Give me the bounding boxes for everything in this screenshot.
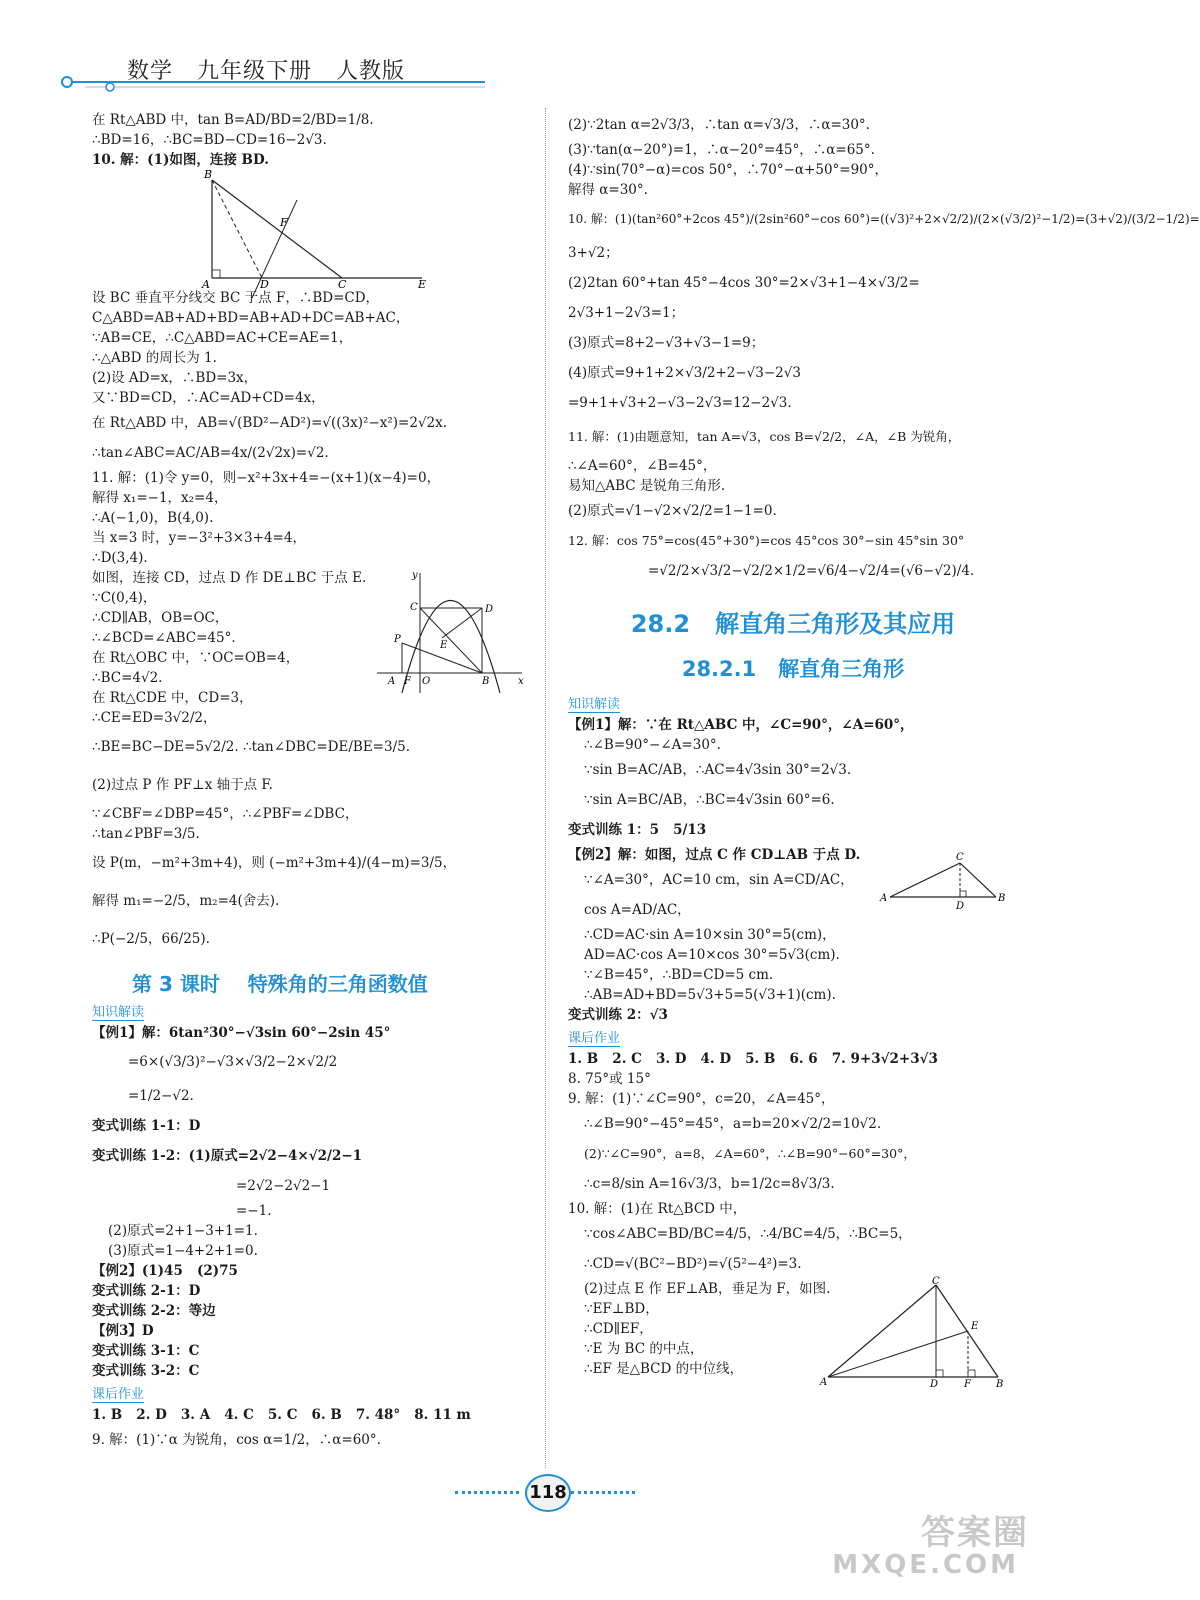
text-line: ∵∠CBF=∠DBP=45°，∴∠PBF=∠DBC，	[92, 806, 359, 822]
fig2-label: B	[482, 676, 490, 687]
text-line: (4)原式=9+1+2×√3/2+2−√3−2√3	[568, 365, 801, 381]
watermark-logo: 答案圈	[921, 1513, 1029, 1553]
triangle-figure-4	[818, 1276, 1008, 1390]
text-line: 解得 α=30°.	[568, 182, 648, 198]
section-tag: 课后作业	[92, 1383, 144, 1403]
text-line: 变式训练 3-2：C	[92, 1363, 200, 1379]
figure-1-space	[92, 168, 532, 291]
column-divider	[545, 108, 546, 1468]
text-line: ∴D(3,4).	[92, 550, 148, 566]
fig4-label: B	[996, 1379, 1004, 1390]
text-line: ∴CD=√(BC²−BD²)=√(5²−4²)=3.	[584, 1256, 802, 1272]
text-line: ∵sin A=BC/AB，∴BC=4√3sin 60°=6.	[584, 792, 835, 808]
text-line: 在 Rt△ABD 中，tan B=AD/BD=2/BD=1/8.	[92, 112, 374, 128]
text-line: (3)原式=1−4+2+1=0.	[108, 1243, 258, 1259]
fig2-label: A	[388, 676, 396, 687]
text-line: ∴∠B=90°−45°=45°，a=b=20×√2/2=10√2.	[584, 1116, 882, 1132]
text-line: ∴P(−2/5，66/25).	[92, 931, 210, 947]
page-header	[55, 50, 495, 100]
text-line: =√2/2×√3/2−√2/2×1/2=√6/4−√2/4=(√6−√2)/4.	[648, 563, 975, 579]
text-line: 解得 x₁=−1，x₂=4，	[92, 490, 228, 506]
text-line: 11. 解：(1)由题意知，tan A=√3，cos B=√2/2，∠A，∠B 为锐角，	[568, 429, 961, 444]
text-line: ∴BD=16，∴BC=BD−CD=16−2√3.	[92, 132, 327, 148]
text-line: (2)∵∠C=90°，a=8，∠A=60°，∴∠B=90°−60°=30°，	[584, 1146, 916, 1161]
text-line: ∵∠B=45°，∴BD=CD=5 cm.	[584, 967, 774, 983]
text-line: 1. B 2. D 3. A 4. C 5. C 6. B 7. 48° 8. 11 m	[92, 1407, 471, 1423]
lesson-title: 第 3 课时 特殊角的三角函数值	[132, 972, 428, 996]
text-line: (4)∵sin(70°−α)=cos 50°，∴70°−α+50°=90°，	[568, 162, 889, 178]
example-2-block	[568, 845, 1018, 925]
text-line: ∴A(−1,0)，B(4,0).	[92, 510, 214, 526]
text-line: 设 BC 垂直平分线交 BC 于点 F，∴BD=CD，	[92, 290, 380, 306]
text-line: ∴tan∠ABC=AC/AB=4x/(2√2x)=√2.	[92, 445, 329, 461]
text-line: (2)2tan 60°+tan 45°−4cos 30°=2×√3+1−4×√3/2=	[568, 275, 920, 291]
text-line: ∴∠BCD=∠ABC=45°.	[92, 630, 236, 646]
text-line: AD=AC·cos A=10×cos 30°=5√3(cm).	[584, 947, 840, 963]
text-line: ∵EF⊥BD，	[584, 1301, 659, 1317]
text-line: 【例1】解：∵在 Rt△ABC 中，∠C=90°，∠A=60°，	[568, 717, 914, 733]
text-line: ∴BE=BC−DE=5√2/2. ∴tan∠DBC=DE/BE=3/5.	[92, 739, 411, 755]
fig1-label: F	[280, 216, 288, 229]
text-line: =−1.	[236, 1203, 272, 1219]
text-line: 9. 解：(1)∵α 为锐角，cos α=1/2，∴α=60°.	[92, 1432, 381, 1448]
page-number-dots	[571, 1491, 635, 1494]
page-number-area	[455, 1474, 635, 1514]
text-line: ∴CE=ED=3√2/2，	[92, 710, 217, 726]
text-line: (2)原式=2+1−3+1=1.	[108, 1223, 258, 1239]
text-line: 11. 解：(1)令 y=0，则−x²+3x+4=−(x+1)(x−4)=0，	[92, 470, 441, 486]
text-line: 如图，连接 CD，过点 D 作 DE⊥BC 于点 E.	[92, 570, 367, 586]
section-tag: 课后作业	[568, 1027, 620, 1047]
subsection-title: 28.2.1 解直角三角形	[681, 657, 905, 681]
text-line: 变式训练 2：√3	[568, 1007, 668, 1023]
fig1-label: E	[418, 278, 427, 291]
text-line: ∴EF 是△BCD 的中位线，	[584, 1361, 744, 1377]
text-line: ∵AB=CE，∴C△ABD=AC+CE=AE=1，	[92, 330, 353, 346]
text-line: ∴△ABD 的周长为 1.	[92, 350, 217, 366]
text-line: 在 Rt△OBC 中，∵OC=OB=4，	[92, 650, 300, 666]
fig3-label: B	[998, 893, 1006, 904]
text-line: 【例1】解：6tan²30°−√3sin 60°−2sin 45°	[92, 1025, 391, 1041]
text-line: 1. B 2. C 3. D 4. D 5. B 6. 6 7. 9+3√2+3√3	[568, 1051, 938, 1067]
text-line: ∵E 为 BC 的中点，	[584, 1341, 704, 1357]
left-column	[92, 110, 532, 1455]
text-line: ∴c=8/sin A=16√3/3，b=1/2c=8√3/3.	[584, 1176, 835, 1192]
text-line: 变式训练 1-2：(1)原式=2√2−4×√2/2−1	[92, 1148, 363, 1164]
text-line: 2√3+1−2√3=1；	[568, 305, 685, 321]
text-line: 【例3】D	[92, 1323, 154, 1339]
text-line: 10. 解：(1)如图，连接 BD.	[92, 152, 269, 168]
parabola-figure	[372, 568, 532, 698]
text-line: ∴∠A=60°，∠B=45°，	[568, 458, 717, 474]
section-tag: 知识解读	[92, 1001, 144, 1021]
page-number: 118	[525, 1474, 571, 1512]
text-line: 又∵BD=CD，∴AC=AD+CD=4x，	[92, 390, 325, 406]
fig2-label: D	[485, 604, 494, 615]
fig2-label: x	[518, 676, 524, 687]
fig1-label: C	[338, 278, 347, 291]
page-number-dots	[455, 1491, 519, 1494]
fig4-label: E	[971, 1321, 979, 1332]
text-line: (3)原式=8+2−√3+√3−1=9；	[568, 335, 765, 351]
text-line: 10. 解：(1)在 Rt△BCD 中，	[568, 1201, 747, 1217]
fig2-label: P	[394, 634, 401, 645]
triangle-figure-3	[878, 851, 1008, 911]
text-line: ∵C(0,4)，	[92, 590, 157, 606]
text-line: ∴CD∥EF，	[584, 1321, 653, 1337]
text-line: (2)设 AD=x，∴BD=3x，	[92, 370, 258, 386]
section-title: 28.2 解直角三角形及其应用	[630, 610, 956, 638]
text-line: (2)过点 E 作 EF⊥AB，垂足为 F，如图.	[584, 1281, 831, 1297]
text-line: =9+1+√3+2−√3−2√3=12−2√3.	[568, 395, 792, 411]
text-line: 在 Rt△ABD 中，AB=√(BD²−AD²)=√((3x)²−x²)=2√2x.	[92, 415, 448, 431]
q11-block	[92, 568, 532, 708]
text-line: ∴CD∥AB，OB=OC，	[92, 610, 229, 626]
fig4-label: A	[820, 1377, 828, 1388]
text-line: ∴AB=AD+BD=5√3+5=5(√3+1)(cm).	[584, 987, 836, 1003]
text-line: ∵sin B=AC/AB，∴AC=4√3sin 30°=2√3.	[584, 762, 852, 778]
right-column	[568, 110, 1200, 1390]
fig1-label: B	[204, 168, 213, 181]
text-line: 变式训练 2-2：等边	[92, 1303, 216, 1319]
fig2-label: O	[422, 676, 431, 687]
text-line: 3+√2；	[568, 245, 619, 261]
text-line: 12. 解：cos 75°=cos(45°+30°)=cos 45°cos 30°−sin 45°sin 30°	[568, 533, 965, 548]
triangle-figure-1	[202, 168, 442, 291]
fig2-label: y	[412, 570, 418, 581]
fig3-label: A	[880, 893, 888, 904]
fig2-label: E	[440, 640, 448, 651]
text-line: ∵∠A=30°，AC=10 cm，sin A=CD/AC，	[584, 872, 854, 888]
fig4-label: D	[930, 1379, 939, 1390]
fig4-label: F	[964, 1379, 971, 1390]
text-line: 在 Rt△CDE 中，CD=3，	[92, 690, 253, 706]
text-line: 8. 75°或 15°	[568, 1071, 651, 1087]
text-line: (2)∵2tan α=2√3/3，∴tan α=√3/3，∴α=30°.	[568, 117, 870, 133]
text-line: =1/2−√2.	[128, 1088, 194, 1104]
text-line: ∴tan∠PBF=3/5.	[92, 826, 200, 842]
section-tag: 知识解读	[568, 693, 620, 713]
text-line: cos A=AD/AC，	[584, 902, 691, 918]
text-line: 易知△ABC 是锐角三角形.	[568, 478, 726, 494]
fig3-label: C	[956, 852, 964, 863]
text-line: 【例2】(1)45 (2)75	[92, 1263, 238, 1279]
header-title: 数学 九年级下册 人教版	[127, 59, 405, 84]
text-line: 当 x=3 时，y=−3²+3×3+4=4，	[92, 530, 306, 546]
fig1-label: D	[260, 278, 269, 291]
text-line: ∴BC=4√2.	[92, 670, 163, 686]
fig1-label: A	[202, 278, 210, 291]
text-line: =6×(√3/3)²−√3×√3/2−2×√2/2	[128, 1054, 338, 1070]
q10-block	[568, 1276, 1018, 1390]
text-line: (2)过点 P 作 PF⊥x 轴于点 F.	[92, 777, 273, 793]
fig3-label: D	[956, 901, 965, 912]
text-line: 10. 解：(1)(tan²60°+2cos 45°)/(2sin²60°−cos 60°)=((√3)²+2×√2/2)/(2×(√3/2)²−1/2)=(3+√2)/(3/2−1/2)=	[568, 212, 1200, 226]
text-line: 9. 解：(1)∵∠C=90°，c=20，∠A=45°，	[568, 1091, 835, 1107]
text-line: C△ABD=AB+AD+BD=AB+AD+DC=AB+AC，	[92, 310, 410, 326]
text-line: (3)∵tan(α−20°)=1，∴α−20°=45°，∴α=65°.	[568, 142, 875, 158]
text-line: 变式训练 1：5 5/13	[568, 822, 707, 838]
text-line: ∴∠B=90°−∠A=30°.	[584, 737, 721, 753]
fig2-label: F	[404, 676, 411, 687]
text-line: 变式训练 1-1：D	[92, 1118, 201, 1134]
text-line: ∵cos∠ABC=BD/BC=4/5，∴4/BC=4/5，∴BC=5，	[584, 1226, 912, 1242]
watermark-url: MXQE.COM	[832, 1550, 1019, 1580]
text-line: 变式训练 3-1：C	[92, 1343, 200, 1359]
text-line: 变式训练 2-1：D	[92, 1283, 201, 1299]
text-line: 【例2】解：如图，过点 C 作 CD⊥AB 于点 D.	[568, 847, 861, 863]
text-line: 解得 m₁=−2/5，m₂=4(舍去).	[92, 893, 280, 909]
fig2-label: C	[410, 602, 418, 613]
text-line: 设 P(m，−m²+3m+4)，则 (−m²+3m+4)/(4−m)=3/5，	[92, 855, 457, 871]
fig4-label: C	[932, 1276, 940, 1287]
text-line: ∴CD=AC·sin A=10×sin 30°=5(cm)，	[584, 927, 836, 943]
text-line: =2√2−2√2−1	[236, 1178, 331, 1194]
text-line: (2)原式=√1−√2×√2/2=1−1=0.	[568, 503, 777, 519]
